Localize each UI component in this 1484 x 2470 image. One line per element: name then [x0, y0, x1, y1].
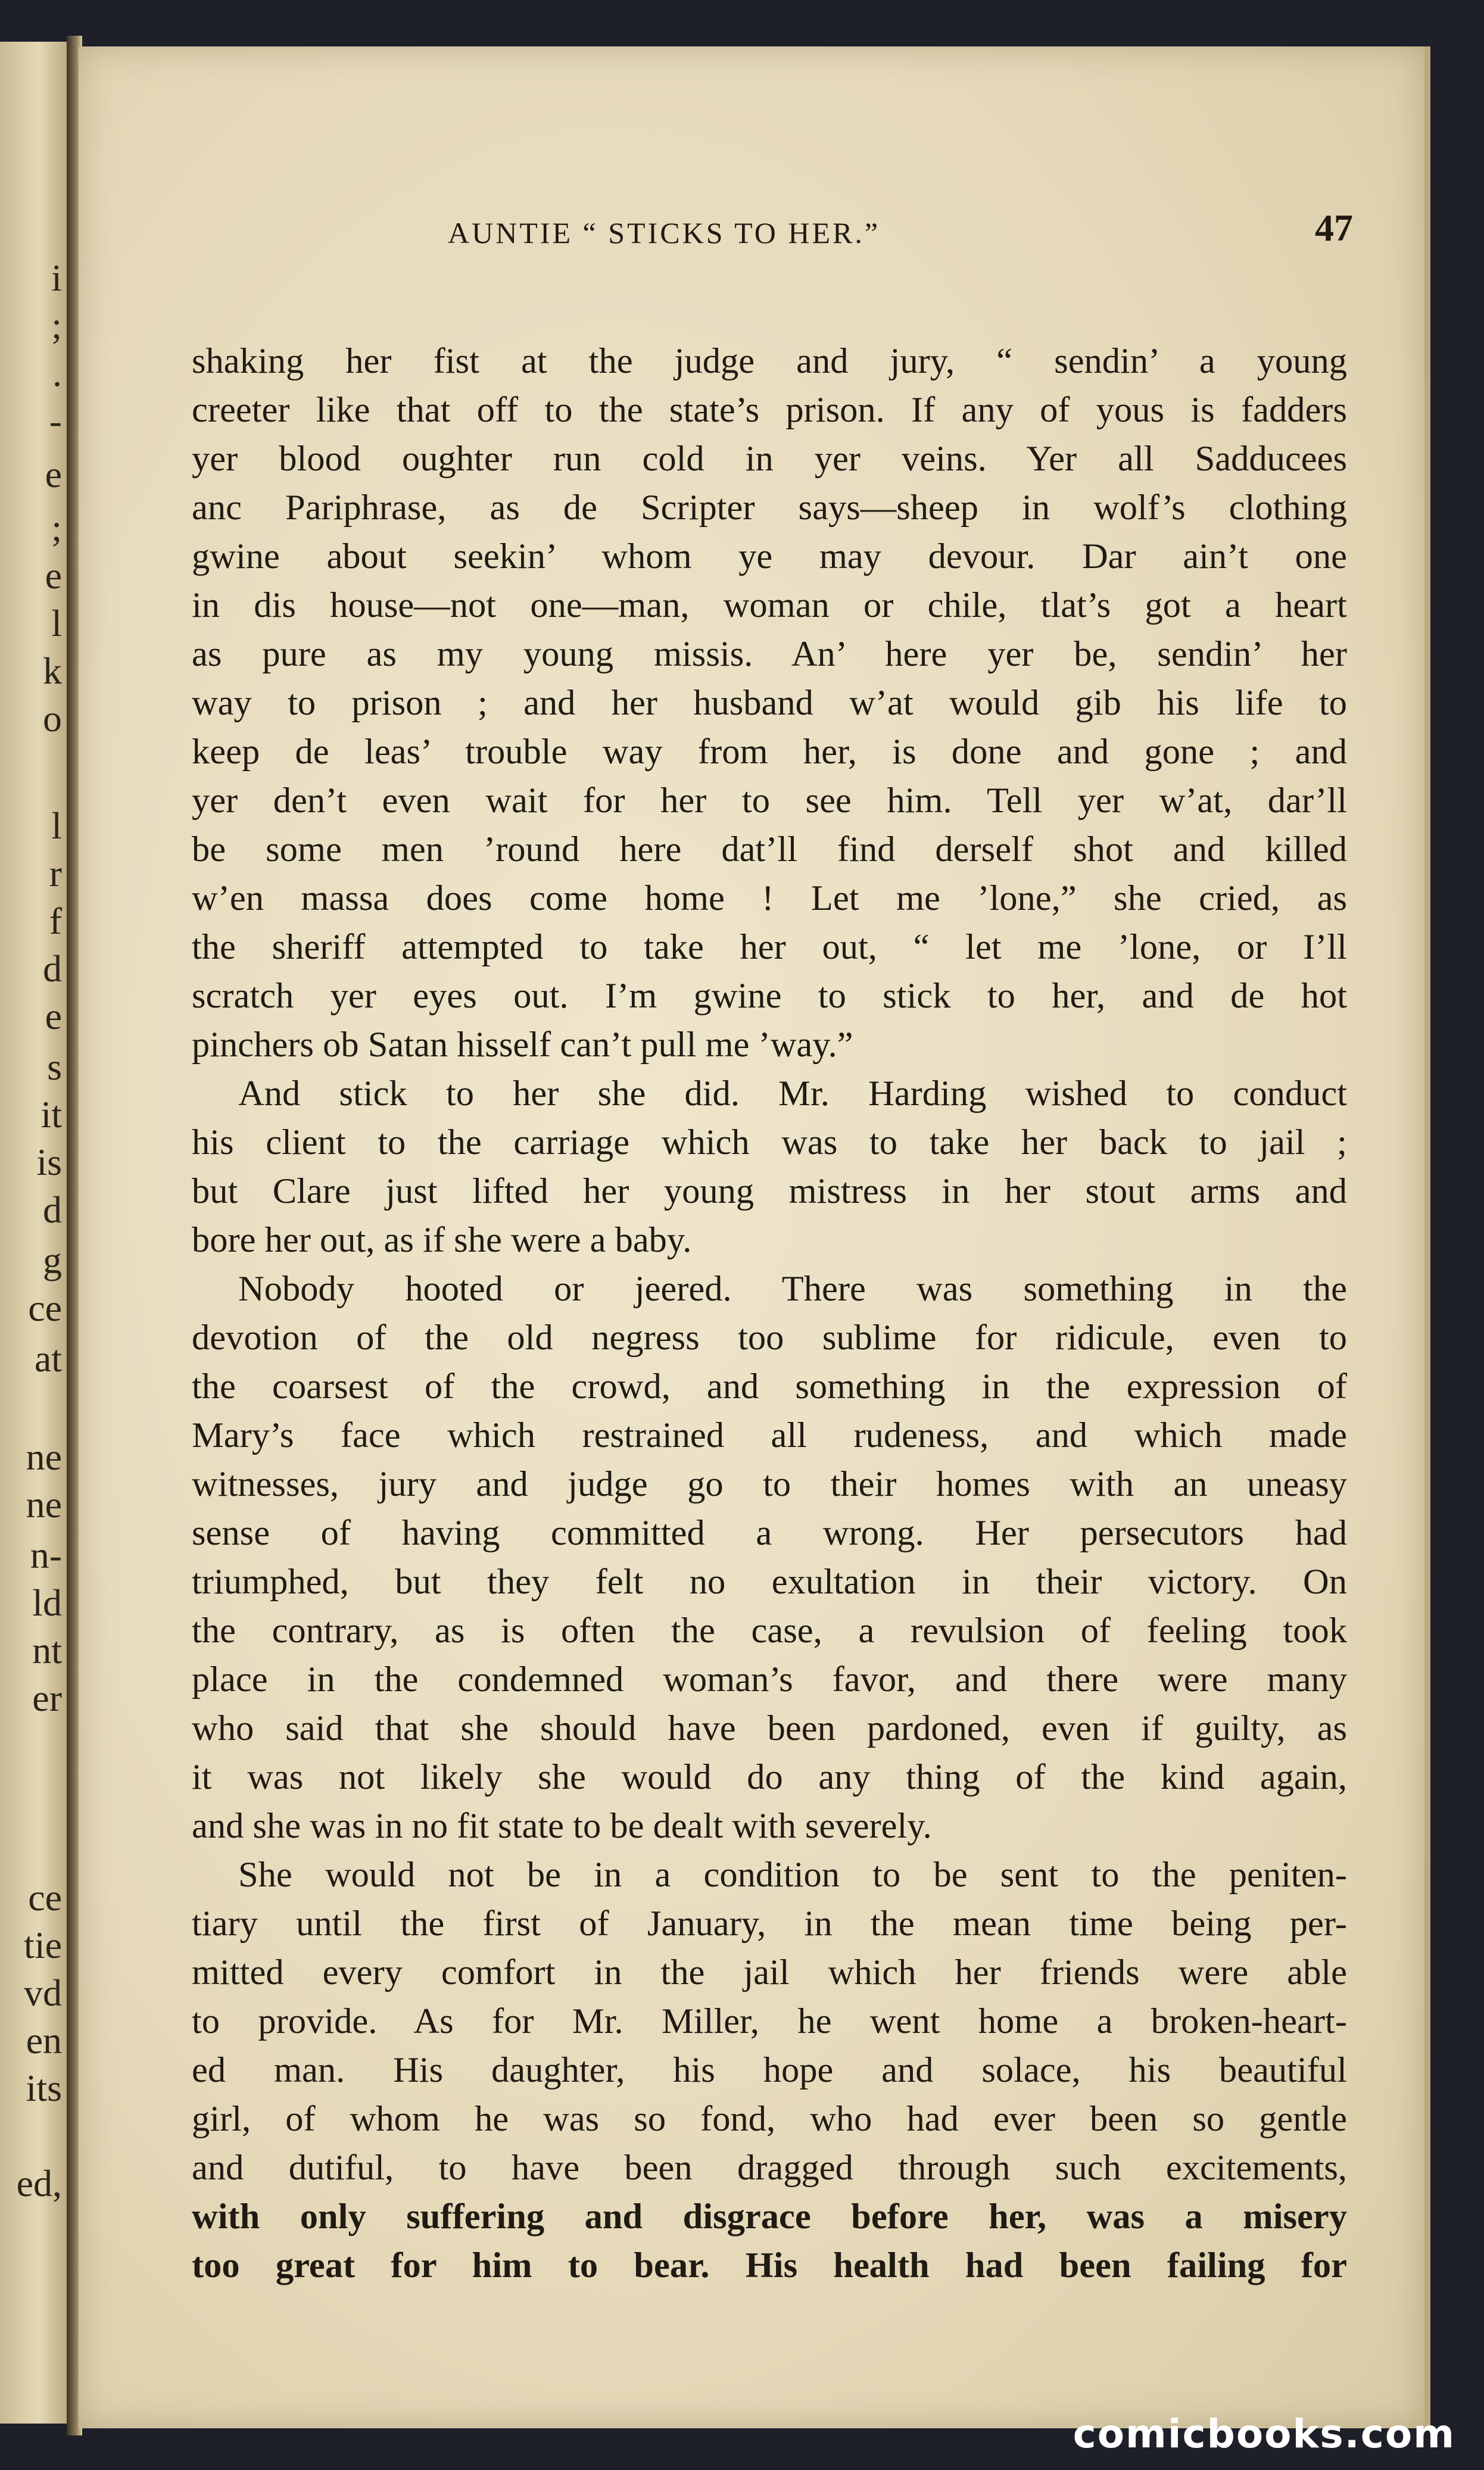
text-line: girl, of whom he was so fond, who had ever been so gentle — [192, 2099, 1347, 2139]
text-line: as pure as my young missis. An’ here yer be, sendin’ her — [192, 634, 1347, 674]
text-line: it was not likely she would do any thing of the kind again, — [192, 1757, 1347, 1797]
facing-page-fragment: g — [43, 1239, 62, 1281]
text-line: scratch yer eyes out. I’m gwine to stick to her, and de hot — [192, 976, 1347, 1016]
facing-page-fragment: i — [51, 257, 62, 299]
facing-page-fragment: - — [49, 400, 62, 442]
page-number: 47 — [1315, 207, 1353, 249]
facing-page-fragment: ; — [51, 304, 62, 347]
text-line: his client to the carriage which was to take her back to jail ; — [192, 1122, 1347, 1162]
text-line: triumphed, but they felt no exultation in their victory. On — [192, 1562, 1347, 1602]
text-line: bore her out, as if she were a baby. — [192, 1220, 692, 1260]
facing-page-fragment: er — [32, 1677, 62, 1719]
facing-page-fragment: its — [26, 2067, 62, 2109]
facing-page-fragment: o — [43, 697, 62, 740]
text-line: gwine about seekin’ whom ye may devour. Dar ain’t one — [192, 537, 1347, 576]
facing-page-fragment: ed, — [16, 2162, 62, 2204]
facing-page-fragment: nt — [32, 1629, 62, 1671]
facing-page-fragment: ; — [51, 507, 62, 549]
text-line: yer den’t even wait for her to see him. Tell yer w’at, dar’ll — [192, 781, 1347, 821]
facing-page-fragment: e — [45, 453, 62, 495]
text-line: the coarsest of the crowd, and something in the expression of — [192, 1367, 1347, 1406]
text-line: be some men ’round here dat’ll find derself shot and killed — [192, 829, 1347, 869]
facing-page-fragment: e — [45, 554, 62, 597]
facing-page-fragment: . — [52, 352, 62, 394]
text-line: the sheriff attempted to take her out, “ let me ’lone, or I’ll — [192, 927, 1347, 967]
site-watermark: comicbooks.com — [1073, 2411, 1455, 2457]
text-line: shaking her fist at the judge and jury, “ sendin’ a young — [192, 341, 1347, 381]
text-line: who said that she should have been pardoned, even if guilty, as — [192, 1708, 1347, 1748]
facing-page-fragment: e — [45, 995, 62, 1037]
text-line: and she was in no fit state to be dealt with severely. — [192, 1806, 932, 1846]
facing-page-fragment: l — [51, 804, 62, 847]
facing-page-fragment: s — [47, 1046, 62, 1088]
facing-page-fragment: r — [49, 852, 62, 894]
text-line: Nobody hooted or jeered. There was something in the — [238, 1269, 1347, 1309]
facing-page-fragment: ld — [32, 1582, 62, 1624]
text-line: tiary until the first of January, in the mean time being per- — [192, 1904, 1347, 1944]
facing-page-fragment: en — [26, 2019, 62, 2062]
text-line: And stick to her she did. Mr. Harding wished to conduct — [238, 1074, 1347, 1114]
running-head: AUNTIE “ STICKS TO HER.” — [448, 216, 881, 250]
text-line: too great for him to bear. His health had been failing for — [192, 2246, 1347, 2285]
text-line: Mary’s face which restrained all rudeness, and which made — [192, 1415, 1347, 1455]
text-line: pinchers ob Satan hisself can’t pull me ’way.” — [192, 1025, 853, 1065]
text-line: ed man. His daughter, his hope and solace, his beautiful — [192, 2050, 1347, 2090]
text-line: but Clare just lifted her young mistress in her stout arms and — [192, 1171, 1347, 1211]
facing-page-fragment: ce — [28, 1287, 62, 1329]
facing-page-fragment: is — [36, 1141, 62, 1183]
facing-page-fragment: it — [40, 1093, 62, 1136]
text-line: to provide. As for Mr. Miller, he went home a broken-heart- — [192, 2001, 1347, 2041]
text-line: sense of having committed a wrong. Her persecutors had — [192, 1513, 1347, 1553]
facing-page-fragment: n- — [30, 1534, 62, 1576]
text-line: She would not be in a condition to be sent to the peniten- — [238, 1855, 1347, 1895]
facing-page-fragment: d — [43, 947, 62, 990]
facing-page-fragment: ne — [26, 1436, 62, 1478]
text-line: anc Pariphrase, as de Scripter says—sheep in wolf’s clothing — [192, 488, 1347, 528]
body-text — [192, 337, 1347, 2290]
facing-page-fragment: at — [34, 1337, 62, 1380]
book-page — [79, 46, 1430, 2428]
text-line: w’en massa does come home ! Let me ’lone,” she cried, as — [192, 878, 1347, 918]
text-line: creeter like that off to the state’s prison. If any of yous is fadders — [192, 390, 1347, 430]
text-line: way to prison ; and her husband w’at would gib his life to — [192, 683, 1347, 723]
facing-page-edge — [0, 42, 74, 2424]
text-line: mitted every comfort in the jail which her friends were able — [192, 1953, 1347, 1992]
facing-page-fragment: ne — [26, 1483, 62, 1526]
text-line: devotion of the old negress too sublime for ridicule, even to — [192, 1318, 1347, 1358]
text-line: place in the condemned woman’s favor, and there were many — [192, 1660, 1347, 1699]
text-line: yer blood oughter run cold in yer veins. Yer all Sadducees — [192, 439, 1347, 479]
facing-page-fragment: d — [43, 1189, 62, 1231]
facing-page-fragment: vd — [24, 1972, 62, 2014]
facing-page-fragment: l — [51, 602, 62, 644]
text-line: the contrary, as is often the case, a revulsion of feeling took — [192, 1611, 1347, 1651]
text-line: and dutiful, to have been dragged through such excitements, — [192, 2148, 1347, 2188]
facing-page-fragment: ce — [28, 1876, 62, 1919]
facing-page-fragment: tie — [24, 1924, 62, 1966]
text-line: witnesses, jury and judge go to their homes with an uneasy — [192, 1464, 1347, 1504]
text-line: keep de leas’ trouble way from her, is done and gone ; and — [192, 732, 1347, 772]
text-line: in dis house—not one—man, woman or chile, tlat’s got a heart — [192, 585, 1347, 625]
page-header — [448, 206, 1353, 266]
text-line: with only suffering and disgrace before her, was a misery — [192, 2197, 1347, 2237]
facing-page-fragment: k — [43, 650, 62, 692]
facing-page-fragment: f — [49, 900, 62, 942]
